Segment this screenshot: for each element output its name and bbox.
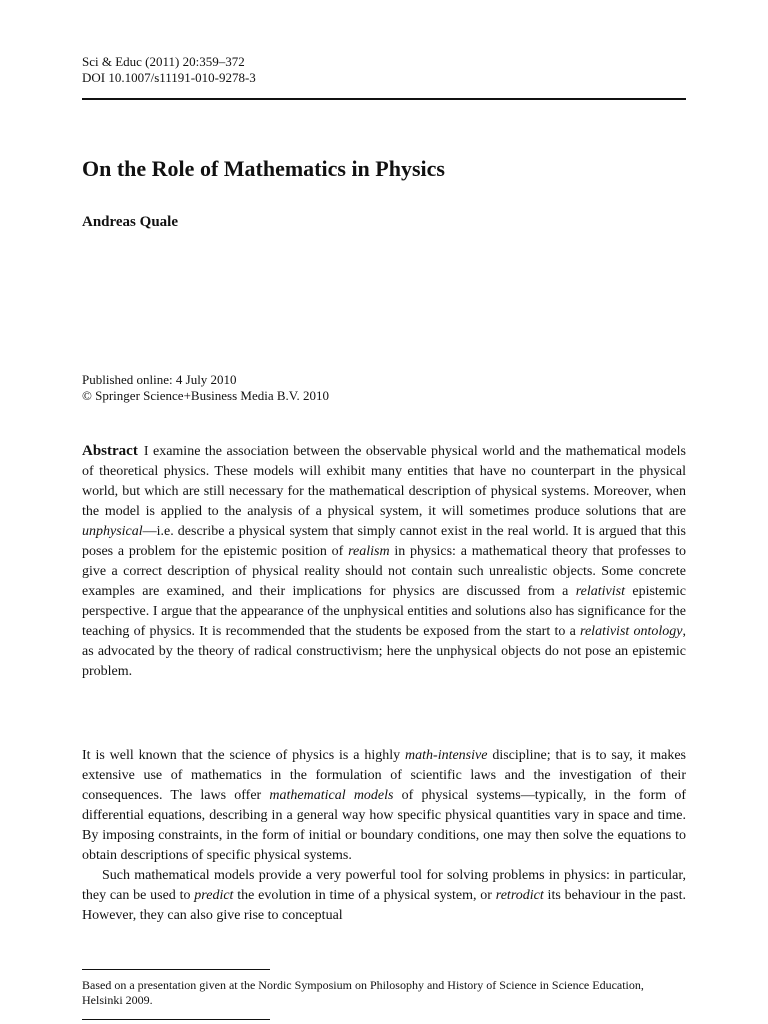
publication-info [82, 372, 329, 404]
italic-term: realism [348, 544, 390, 559]
italic-term: math-intensive [405, 748, 488, 763]
text-run: , as advocated by the theory of radical constructivism; here the unphysical objects do not pose an epistemic problem. [82, 624, 687, 679]
article-title: On the Role of Mathematics in Physics [82, 156, 445, 181]
text-run: in physics: a mathematical theory that professes to give a correct description of physical reality should not contain such unrealistic objects. Some concrete examples are examined, and their implications for physics are discussed from a [82, 544, 686, 599]
italic-term: relativist ontology [580, 624, 683, 639]
text-run: It is well known that the science of physics is a highly [82, 748, 406, 763]
text-run: its behaviour in the past. However, they can also give rise to conceptual [82, 888, 686, 923]
text-run: epistemic perspective. I argue that the appearance of the unphysical entities and solutions also has significance for the teaching of physics. It is recommended that the students be exposed from the start to a [82, 584, 687, 639]
journal-header [82, 54, 256, 86]
italic-term: unphysical [82, 524, 143, 539]
body-paragraph-1 [82, 746, 686, 866]
published-date: Published online: 4 July 2010 [82, 372, 237, 387]
body-text [82, 746, 686, 926]
text-run: of physical systems—typically, in the form of differential equations, describing in a general way how specific physical quantities vary in space and time. By imposing constraints, in the form of initial or boundary conditions, one may then solve the equations to obtain descriptions of specific physical systems. [82, 788, 686, 863]
text-run: —i.e. describe a physical system that simply cannot exist in the real world. It is argued that this poses a problem for the epistemic position of [82, 524, 686, 559]
text-run: discipline; that is to say, it makes extensive use of mathematics in the formulation of scientific laws and the investigation of their consequences. The laws offer [82, 748, 687, 803]
footnote: Based on a presentation given at the Nordic Symposium on Philosophy and History of Science in Science Education, Helsinki 2009. [82, 978, 644, 1007]
abstract-text [82, 444, 686, 679]
italic-term: relativist [575, 584, 625, 599]
abstract-label: Abstract [82, 443, 138, 459]
bottom-rule [82, 1019, 270, 1020]
text-run: I examine the association between the observable physical world and the mathematical models of theoretical physics. These models will exhibit many entities that have no counterpart in the physical world, but which are still necessary for the mathematical description of physical systems. Moreover, when the model is applied to the analysis of a physical system, it will sometimes produce solutions that are [82, 444, 686, 519]
italic-term: predict [194, 888, 234, 903]
author-name: Andreas Quale [82, 214, 178, 230]
text-run: the evolution in time of a physical system, or [233, 888, 496, 903]
doi: DOI 10.1007/s11191-010-9278-3 [82, 70, 256, 85]
footnote-rule [82, 969, 270, 970]
header-rule [82, 98, 686, 100]
abstract [82, 441, 686, 682]
italic-term: retrodict [495, 888, 544, 903]
text-run: Such mathematical models provide a very powerful tool for solving problems in physics: in particular, they can be used to [82, 868, 686, 903]
journal-citation: Sci & Educ (2011) 20:359–372 [82, 54, 245, 69]
italic-term: mathematical models [269, 788, 394, 803]
body-paragraph-2 [82, 866, 686, 926]
copyright-line: © Springer Science+Business Media B.V. 2010 [82, 388, 329, 403]
